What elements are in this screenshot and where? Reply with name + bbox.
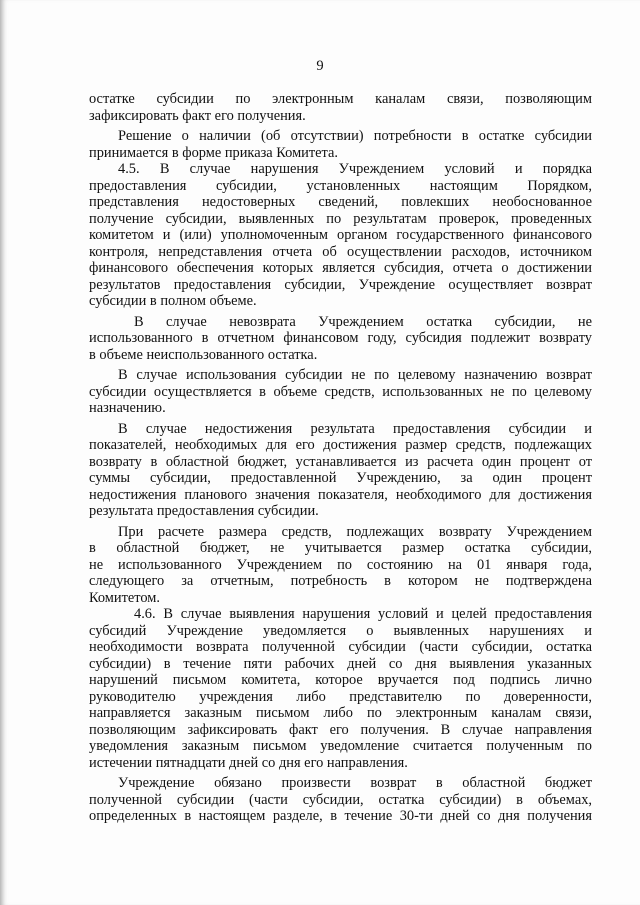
text-line: представления недостоверных сведений, повлекших необоснованное <box>89 194 592 210</box>
text-line: возврату в областной бюджет, устанавливается из расчета один процент от <box>89 453 592 470</box>
text-line: принимается в форме приказа Комитета. <box>89 144 338 161</box>
text-line: в областной бюджет, не учитывается размер остатка субсидии, <box>89 540 592 556</box>
text-line: субсидии осуществляется в объеме средств, использованных не по целевому <box>89 383 592 400</box>
text-line: следующего за отчетным, потребность в котором не подтверждена <box>89 573 592 589</box>
text-line: субсидии в полном объеме. <box>89 293 257 309</box>
text-line: позволяющим зафиксировать факт его получения. В случае направления <box>89 721 592 738</box>
text-line: 4.6. В случае выявления нарушения условий и целей предоставления <box>134 606 592 622</box>
text-line: Решение о наличии (об отсутствии) потребности в остатке субсидии <box>118 128 592 144</box>
text-line: недостижения планового значения показателя, необходимого для достижения <box>89 486 592 503</box>
text-line: При расчете размера средств, подлежащих возврату Учреждением <box>118 523 592 540</box>
text-line: В случае использования субсидии не по целевому назначению возврат <box>118 367 592 383</box>
text-line: финансового обеспечения которых является субсидия, отчета о достижении <box>89 260 592 276</box>
text-line: получение субсидии, выявленных по результатам проверок, проведенных <box>89 210 592 227</box>
text-line: Комитетом. <box>89 589 161 606</box>
text-line: показателей, необходимых для его достижения размер средств, подлежащих <box>89 437 592 453</box>
text-line: 4.5. В случае нарушения Учреждением условий и порядка <box>118 161 592 177</box>
text-line: не использованного Учреждением по состоянию на 01 января года, <box>89 556 592 573</box>
text-line: назначению. <box>89 400 166 416</box>
document-body <box>89 91 592 825</box>
text-line: субсидии) в течение пяти рабочих дней со дня выявления указанных <box>89 655 592 672</box>
text-line: контроля, непредставления отчета об осуществлении расходов, источником <box>89 243 592 260</box>
text-line: направляется заказным письмом либо по электронным каналам связи, <box>89 705 592 721</box>
text-line: остатке субсидии по электронным каналам связи, позволяющим <box>89 91 592 107</box>
text-line: использованного в отчетном финансовом году, субсидия подлежит возврату <box>89 330 592 346</box>
text-line: истечении пятнадцати дней со дня его направления. <box>89 754 408 771</box>
text-line: результатов предоставления субсидии, Учреждение осуществляет возврат <box>89 276 592 293</box>
text-line: суммы субсидии, предоставленной Учреждению, за один процент <box>89 470 592 486</box>
text-line: предоставления субсидии, установленных настоящим Порядком, <box>89 177 592 194</box>
text-line: определенных в настоящем разделе, в течение 30-ти дней со дня получения <box>89 808 592 824</box>
text-line: В случае недостижения результата предоставления субсидии и <box>118 420 592 437</box>
text-line: Учреждение обязано произвести возврат в областной бюджет <box>118 775 592 791</box>
text-line: результата предоставления субсидии. <box>89 503 319 519</box>
text-line: комитетом и (или) уполномоченным органом государственного финансового <box>89 227 592 243</box>
text-line: полученной субсидии (части субсидии, остатка субсидии) в объемах, <box>89 791 592 808</box>
text-line: зафиксировать факт его получения. <box>89 107 306 124</box>
text-line: В случае невозврата Учреждением остатка субсидии, не <box>134 313 592 330</box>
text-line: нарушений письмом комитета, которое вручается под подпись лично <box>89 672 592 688</box>
text-line: субсидий Учреждение уведомляется о выявленных нарушениях и <box>89 622 592 639</box>
page-number: 9 <box>316 58 324 74</box>
text-line: необходимости возврата полученной субсидии (части субсидии, остатка <box>89 639 592 655</box>
text-line: уведомления заказным письмом уведомление считается полученным по <box>89 738 592 754</box>
text-line: руководителю учреждения либо представителю по доверенности, <box>89 688 592 705</box>
text-line: в объеме неиспользованного остатка. <box>89 346 318 363</box>
